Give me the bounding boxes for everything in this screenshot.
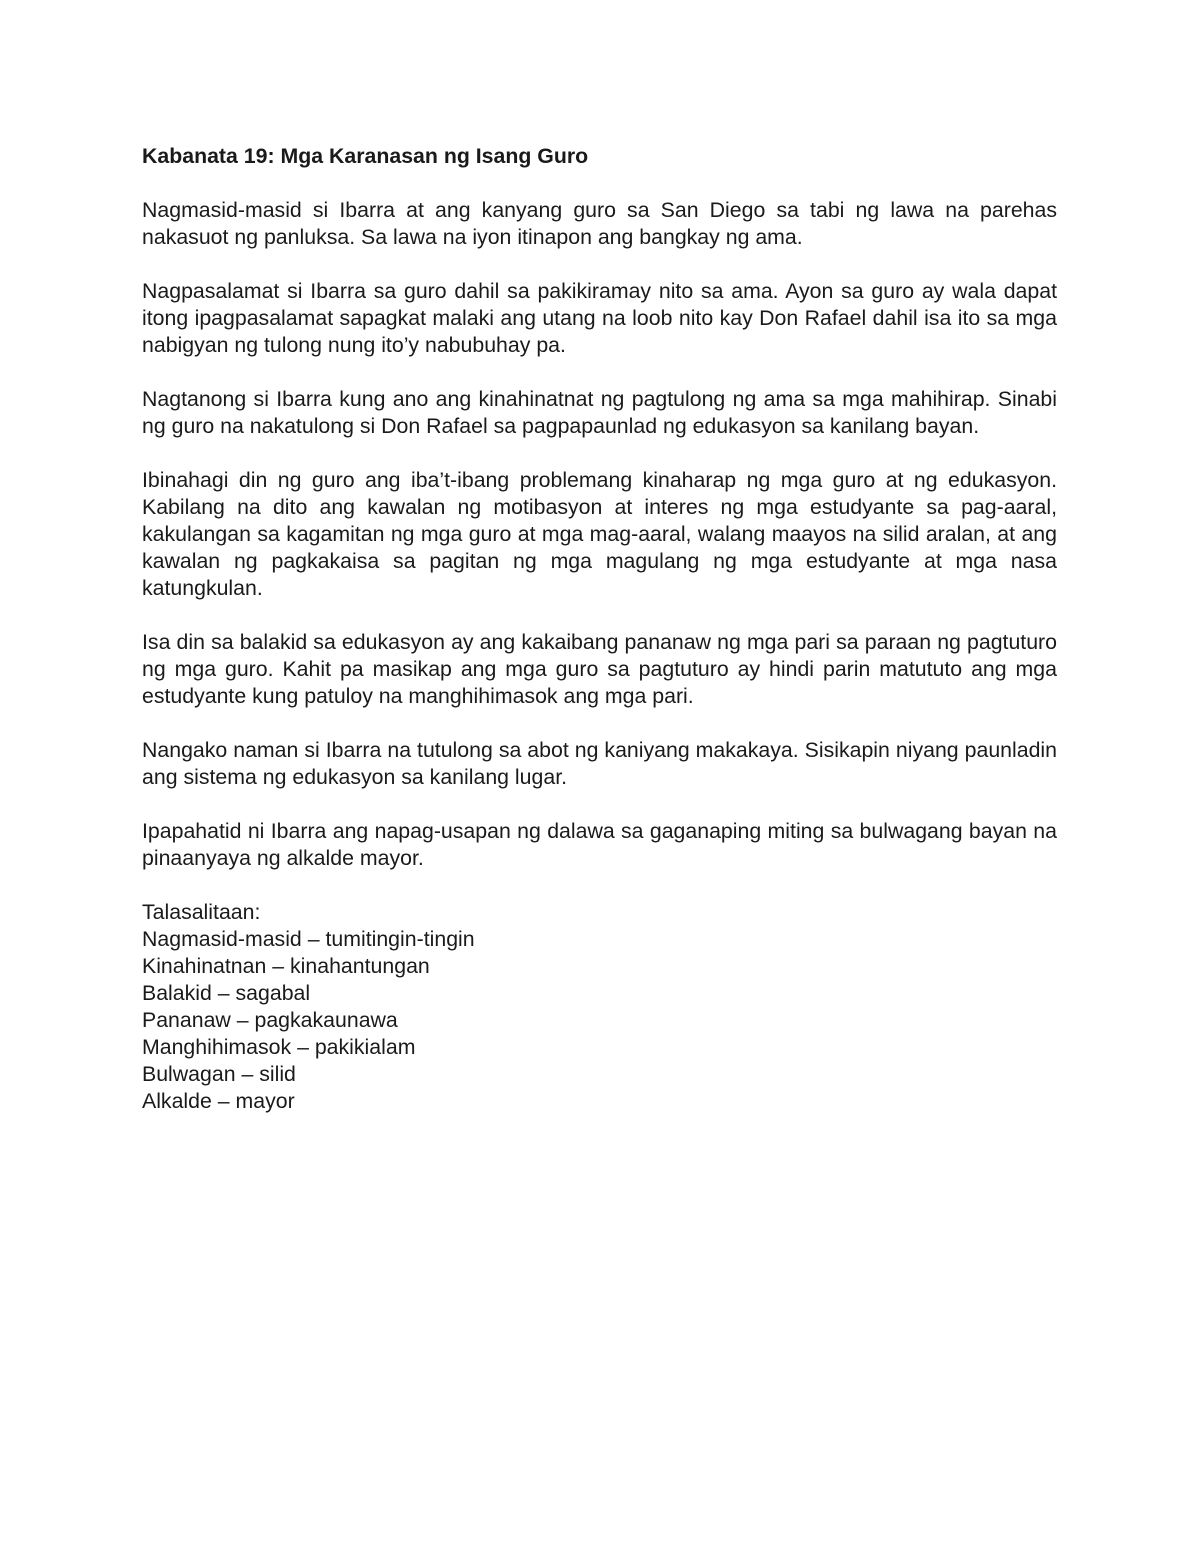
vocabulary-item: Manghihimasok – pakikialam [142,1035,416,1059]
vocabulary-item: Balakid – sagabal [142,981,311,1005]
vocabulary-item: Bulwagan – silid [142,1062,296,1086]
vocabulary-section [142,899,1057,1115]
document-page [142,143,1057,1115]
vocabulary-item: Kinahinatnan – kinahantungan [142,954,430,978]
vocabulary-item: Alkalde – mayor [142,1089,295,1113]
vocabulary-item: Nagmasid-masid – tumitingin-tingin [142,927,475,951]
vocabulary-heading: Talasalitaan: [142,900,261,924]
vocabulary-item: Pananaw – pagkakaunawa [142,1008,398,1032]
paragraph-4: Ibinahagi din ng guro ang iba’t-ibang problemang kinaharap ng mga guro at ng edukasyon. Kabilang na dito ang kawalan ng motibasyon at interes ng mga estudyante sa pag-aaral, kakulangan sa kagamitan ng mga guro at mga mag-aaral, walang maayos na silid aralan, at ang kawalan ng pagkakaisa sa pagitan ng mga magulang ng mga estudyante at mga nasa katungkulan. [142,468,1057,600]
chapter-title: Kabanata 19: Mga Karanasan ng Isang Guro [142,144,589,168]
paragraph-2: Nagpasalamat si Ibarra sa guro dahil sa pakikiramay nito sa ama. Ayon sa guro ay wala dapat itong ipagpasalamat sapagkat malaki ang utang na loob nito kay Don Rafael dahil isa ito sa mga nabigyan ng tulong nung ito’y nabubuhay pa. [142,279,1057,357]
paragraph-1: Nagmasid-masid si Ibarra at ang kanyang guro sa San Diego sa tabi ng lawa na parehas nakasuot ng panluksa. Sa lawa na iyon itinapon ang bangkay ng ama. [142,198,1057,249]
paragraph-3: Nagtanong si Ibarra kung ano ang kinahinatnat ng pagtulong ng ama sa mga mahihirap. Sinabi ng guro na nakatulong si Don Rafael sa pagpapaunlad ng edukasyon sa kanilang bayan. [142,387,1057,438]
paragraph-5: Isa din sa balakid sa edukasyon ay ang kakaibang pananaw ng mga pari sa paraan ng pagtuturo ng mga guro. Kahit pa masikap ang mga guro sa pagtuturo ay hindi parin matututo ang mga estudyante kung patuloy na manghihimasok ang mga pari. [142,630,1057,708]
vocabulary-list [142,926,1057,1115]
paragraph-6: Nangako naman si Ibarra na tutulong sa abot ng kaniyang makakaya. Sisikapin niyang paunladin ang sistema ng edukasyon sa kanilang lugar. [142,738,1057,789]
paragraph-7: Ipapahatid ni Ibarra ang napag-usapan ng dalawa sa gaganaping miting sa bulwagang bayan na pinaanyaya ng alkalde mayor. [142,819,1057,870]
